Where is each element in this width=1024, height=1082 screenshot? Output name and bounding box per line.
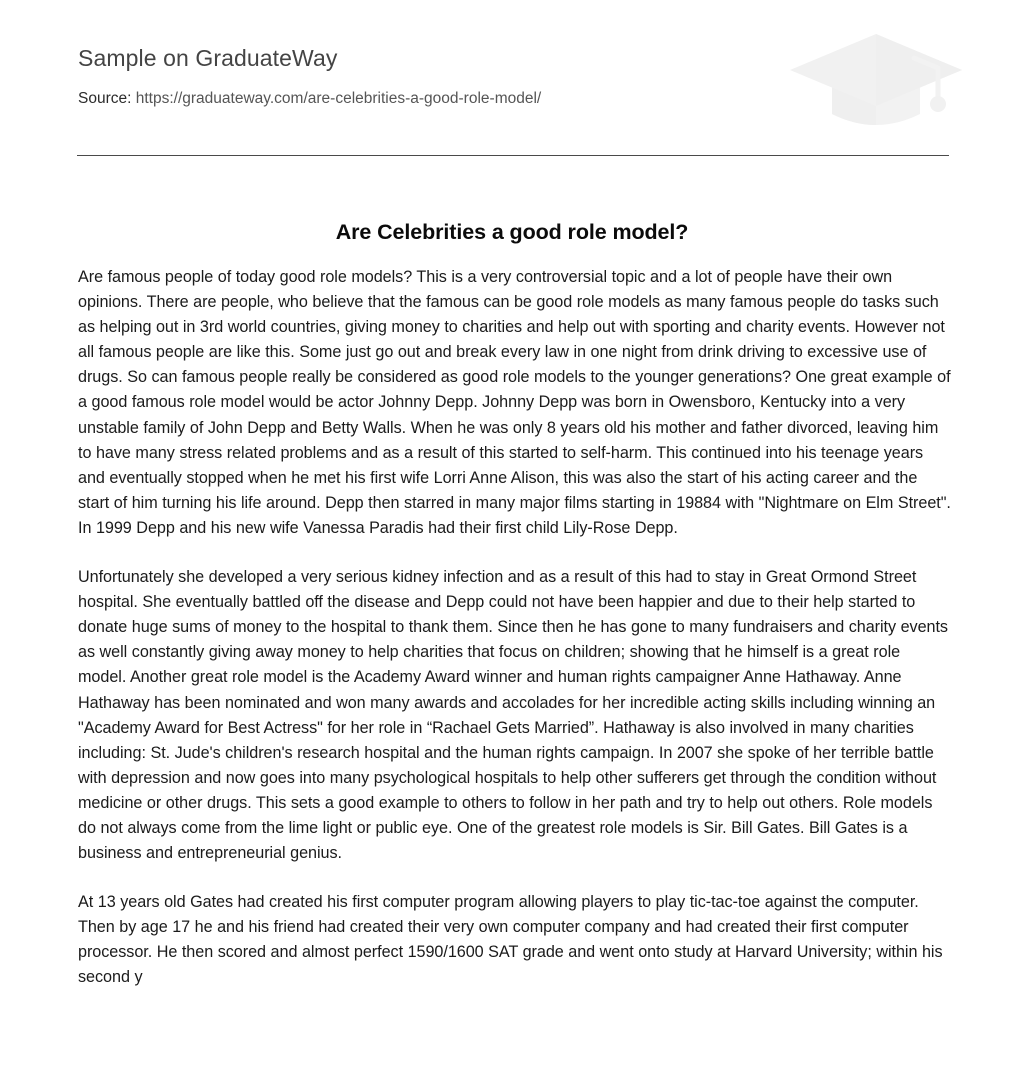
- page-title: Are Celebrities a good role model?: [335, 220, 689, 245]
- source-label: Source:: [78, 90, 136, 107]
- header-divider: [77, 155, 949, 156]
- paragraph: Are famous people of today good role models? This is a very controversial topic and a lot of people have their own opinions. There are people, who believe that the famous can be good role models as many famous people do tasks such as helping out in 3rd world countries, giving money to charities and help out with sporting and charity events. However not all famous people are like this. Some just go out and break every law in one night from drink driving to excessive use of drugs. So can famous people really be considered as good role models to the younger generations? One great example of a good famous role model would be actor Johnny Depp. Johnny Depp was born in Owensboro, Kentucky into a very unstable family of John Depp and Betty Walls. When he was only 8 years old his mother and father divorced, leaving him to have many stress related problems and as a result of this started to self-harm. This continued into his teenage years and eventually stopped when he met his first wife Lorri Anne Alison, this was also the start of his acting career and the start of him turning his life around. Depp then starred in many major films starting in 19884 with "Nightmare on Elm Street". In 1999 Depp and his new wife Vanessa Paradis had their first child Lily-Rose Depp.: [78, 268, 951, 537]
- paragraph: Unfortunately she developed a very serious kidney infection and as a result of this had to stay in Great Ormond Street hospital. She eventually battled off the disease and Depp could not have been happier and due to their help started to donate huge sums of money to the hospital to thank them. Since then he has gone to many fundraisers and charity events as well constantly giving away money to help charities that focus on children; showing that he himself is a great role model. Another great role model is the Academy Award winner and human rights campaigner Anne Hathaway. Anne Hathaway has been nominated and won many awards and accolades for her incredible acting skills including winning an "Academy Award for Best Actress" for her role in “Rachael Gets Married”. Hathaway is also involved in many charities including: St. Jude's children's research hospital and the human rights campaign. In 2007 she spoke of her terrible battle with depression and now goes into many psychological hospitals to help other sufferers get through the condition without medicine or other drugs. This sets a good example to others to follow in her path and try to help out others. Role models do not always come from the lime light or public eye. One of the greatest role models is Sir. Bill Gates. Bill Gates is a business and entrepreneurial genius.: [78, 568, 948, 863]
- article-body: [78, 265, 952, 991]
- source-line: [78, 88, 541, 110]
- paragraph: At 13 years old Gates had created his first computer program allowing players to play tic-tac-toe against the computer. Then by age 17 he and his friend had created their very own computer company and had created their first computer processor. He then scored and almost perfect 1590/1600 SAT grade and went onto study at Harvard University; within his second y: [78, 893, 943, 987]
- graduation-cap-icon: [786, 28, 966, 140]
- source-url[interactable]: https://graduateway.com/are-celebrities-a-good-role-model/: [135, 90, 542, 107]
- page-header: [0, 0, 1024, 156]
- site-title: Sample on GraduateWay: [78, 45, 338, 71]
